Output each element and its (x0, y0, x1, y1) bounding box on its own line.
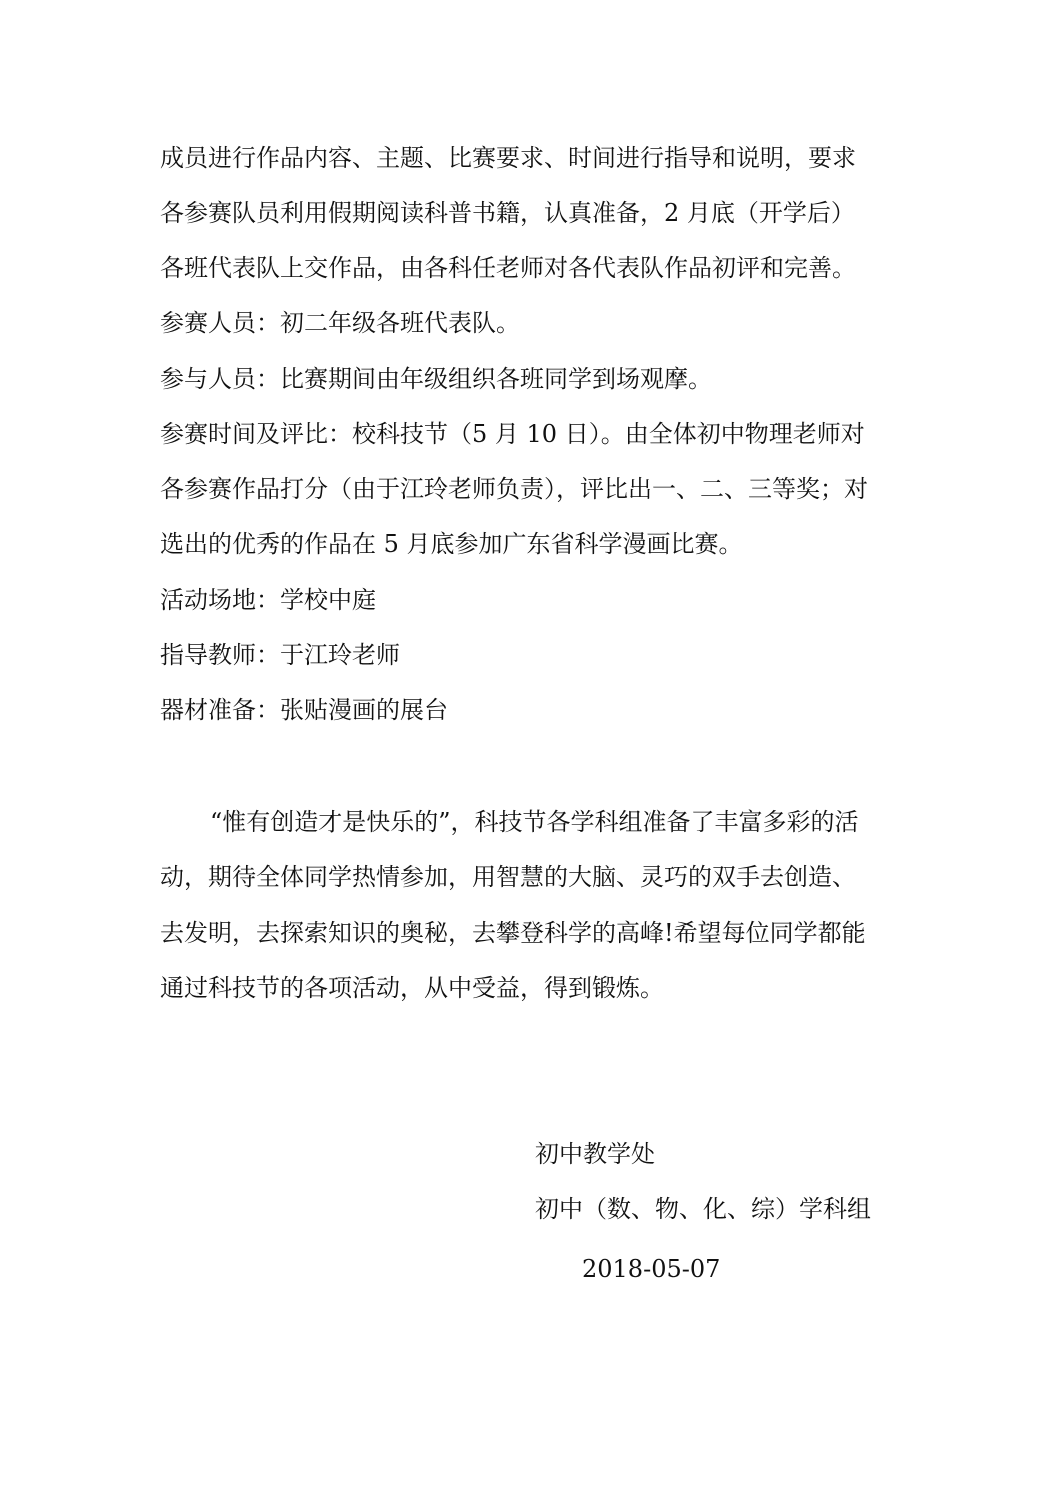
instructor-line: 指导教师：于江玲老师 (160, 641, 400, 669)
body-line: 成员进行作品内容、主题、比赛要求、时间进行指导和说明，要求 (160, 144, 856, 172)
closing-paragraph-line: 通过科技节的各项活动，从中受益，得到锻炼。 (160, 974, 664, 1002)
venue-line: 活动场地：学校中庭 (160, 586, 376, 614)
participants-line: 参赛人员：初二年级各班代表队。 (160, 309, 520, 337)
equipment-line: 器材准备：张贴漫画的展台 (160, 696, 448, 724)
attendees-line: 参与人员：比赛期间由年级组织各班同学到场观摩。 (160, 365, 712, 393)
body-line: 选出的优秀的作品在 5 月底参加广东省科学漫画比赛。 (160, 530, 743, 558)
closing-paragraph-line: 动，期待全体同学热情参加，用智慧的大脑、灵巧的双手去创造、 (160, 863, 856, 891)
signature-org: 初中教学处 (535, 1140, 655, 1168)
closing-paragraph-line: “惟有创造才是快乐的”，科技节各学科组准备了丰富多彩的活 (210, 808, 859, 836)
body-line: 各参赛作品打分（由于江玲老师负责），评比出一、二、三等奖；对 (160, 475, 868, 503)
body-line: 各参赛队员利用假期阅读科普书籍，认真准备，2 月底（开学后） (160, 199, 855, 227)
body-line: 各班代表队上交作品，由各科任老师对各代表队作品初评和完善。 (160, 254, 856, 282)
signature-group: 初中（数、物、化、综）学科组 (535, 1195, 871, 1223)
closing-paragraph-line: 去发明，去探索知识的奥秘，去攀登科学的高峰!希望每位同学都能 (160, 919, 866, 947)
signature-date: 2018-05-07 (582, 1255, 721, 1283)
schedule-line: 参赛时间及评比：校科技节（5 月 10 日）。由全体初中物理老师对 (160, 420, 865, 448)
